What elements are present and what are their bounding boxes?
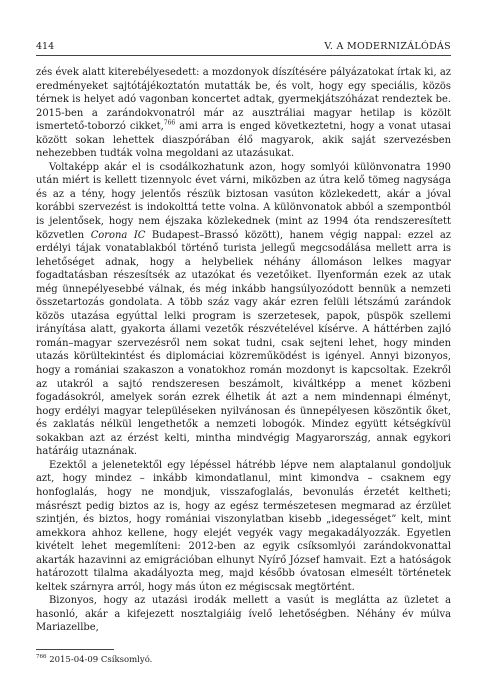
footnote-number: 766 (36, 654, 47, 661)
paragraph (36, 161, 451, 459)
paragraph: Ezektől a jelenetektől egy lépéssel hátrébb lépve nem alaptalanul gondoljuk azt, hogy mindez – inkább kimondatlanul, mint kimondva – csaknem egy honfoglalás, hogy ne mondjuk, visszafoglalás, bevonulás érzetét keltheti; másrészt pedig biztos az is, hogy az egész természetesen megmarad az érzület szintjén, és biztos, hogy romániai viszonylatban kisebb „idegességet” kelt, mint amekkora ahhoz kellene, hogy elejét vegyék vagy megakadályozzák. Egyetlen kivételt lehet megemlíteni: 2012-ben az egyik csíksomlyói zarándokvonattal akarták hazavinni az emigrációban elhunyt Nyírő József hamvait. Ezt a hatóságok határozott tilalma akadályozta meg, majd később óvatosan elmesélt történetek keltek szárnyra arról, hogy más úton ez mégiscsak megtörtént. (36, 459, 451, 593)
running-title: V. A MODERNIZÁLÓDÁS (324, 41, 451, 52)
footnote-divider (36, 649, 114, 650)
text-run: ami arra is enged következtetni, hogy a vonat utasai között sokan lehettek diaszpórában élő magyarok, akik saját szervezésben nehezebben tudták volna megoldani az utazásukat. (36, 121, 451, 160)
text-run: zés évek alatt kiterebélyesedett: a mozdonyok díszítésére pályázatokat írtak ki, az eredményeket sajtótájékoztatón mutatták be, és volt, hogy egy speciális, közös térnek is helyet adó vagonban koncertet adtak, gyermekjátszóházat rendeztek be. 2015-ben a zarándokvonatról már az ausztráliai magyar hetilap is közölt ismertető-toborzó cikket, (36, 67, 451, 133)
paragraph (36, 66, 451, 161)
body-text (36, 66, 451, 635)
text-run: Budapest–Brassó között), hanem végig nappal: ezzel az erdélyi tájak vonatablakból történő turista jellegű megcsodálása mellett arra is lehetőséget adnak, hogy a helybeliek néhány állomáson lelkes magyar fogadtatásban részesítsék az utazókat és vezetőiket. Ilyenformán ezek az utak még ünnepélyesebbé válnak, és még inkább hangsúlyozódott bennük a nemzeti összetartozás gondolata. A több száz vagy akár ezren felüli létszámú zarándok közös utazása egyúttal lelki program is szerzetesek, papok, püspök szellemi irányítása alatt, gyakorta állami vezetők részvételével kísérve. A háttérben zajló román–magyar szervezésről nem sokat tudni, csak sejteni lehet, hogy minden utazás körültekintést és diplomáciai közreműködést is igényel. Annyi bizonyos, hogy a romániai szakaszon a vonatokhoz román mozdonyt is kapcsoltak. Ezekről az utakról a sajtó rendszeresen beszámolt, kiváltképp a menet közbeni fogadásokról, amelyek során ezrek élhetik át azt a nem mindennapi élményt, hogy erdélyi magyar településeken nyilvánosan és ünnepélyesen köszöntik őket, és zaklatás nélkül lengethetők a nemzeti lobogók. Mindez együtt kétségkívül sokakban azt az érzést kelti, mintha mindvégig Magyarország, annak egykori határáig utaznának. (36, 229, 451, 458)
paragraph: Bizonyos, hogy az utazási irodák mellett a vasút is meglátta az üzletet a hasonló, akár a kifejezett nosztalgiáig ívelő lehetőségben. Néhány év múlva Mariazellbe, (36, 595, 451, 634)
page-number: 414 (36, 41, 55, 52)
footnote-text: 2015-04-09 Csíksomlyó. (46, 655, 153, 665)
text-run: Voltaképp akár el is csodálkozhatunk azon, hogy somlyói különvonatra 1990 után miért is kellett tizennyolc évet várni, miközben az útra kelő tömeg nagysága és az a tény, hogy jelentős részük biztosan vasúton közlekedett, akár a jóval korábbi szervezést is indokolttá tette volna. A különvonatok abból a szempontból is jelentősek, hogy nem éjszaka közlekednek (mint az 1994 óta rendszeresített közvetlen (36, 161, 451, 241)
footnote-reference: 766 (163, 119, 176, 127)
train-name: Corona IC (90, 229, 146, 241)
footnote (36, 655, 451, 666)
running-header (36, 32, 451, 56)
